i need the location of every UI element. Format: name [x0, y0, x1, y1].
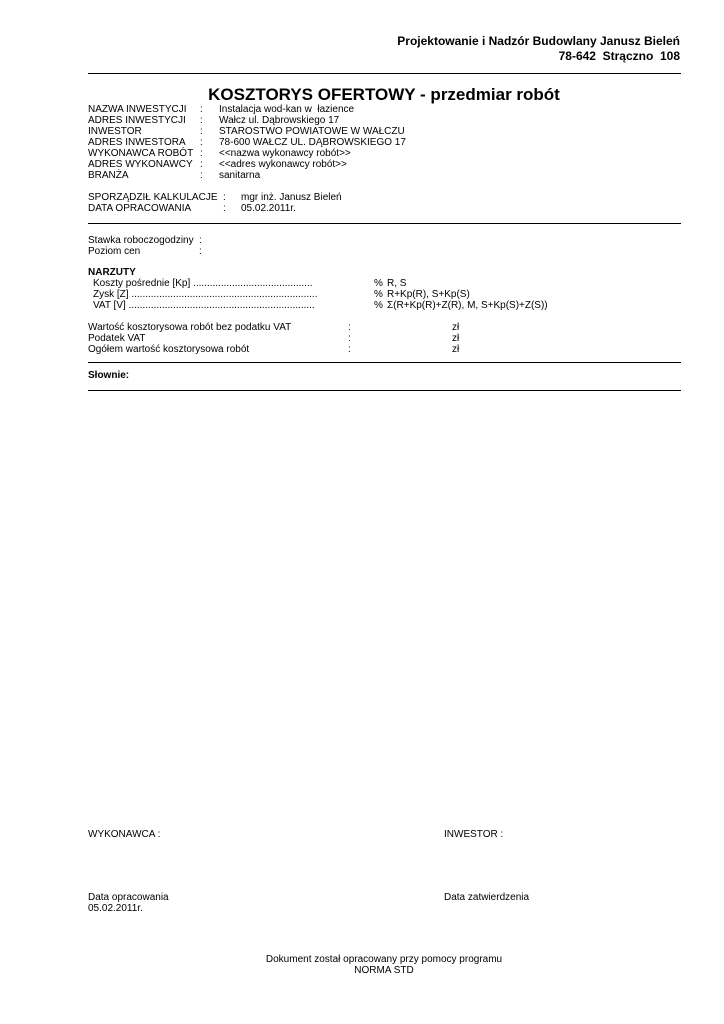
info-colon: : [200, 126, 203, 137]
rate-label: Stawka roboczogodziny [88, 235, 194, 246]
info-value: Instalacja wod-kan w łazience [219, 104, 355, 115]
value-currency: zł [452, 322, 460, 333]
in-words-label: Słownie: [88, 370, 130, 381]
value-label: Podatek VAT [88, 333, 146, 344]
value-colon: : [348, 333, 351, 344]
value-label: Ogółem wartość kosztorysowa robót [88, 344, 250, 355]
prep-date-value: 05.02.2011r. [88, 903, 143, 914]
surcharges-heading: NARZUTY [88, 267, 136, 278]
info-colon: : [200, 159, 203, 170]
prepared-colon: : [223, 192, 226, 203]
rate-label: Poziom cen [88, 246, 141, 257]
value-colon: : [348, 322, 351, 333]
info-value: <<nazwa wykonawcy robót>> [219, 148, 351, 159]
prep-date-label: Data opracowania [88, 892, 169, 903]
info-value: Wałcz ul. Dąbrowskiego 17 [219, 115, 340, 126]
section-divider [88, 362, 681, 363]
value-label: Wartość kosztorysowa robót bez podatku VAT [88, 322, 292, 333]
value-currency: zł [452, 344, 460, 355]
prepared-value: mgr inż. Janusz Bieleń [241, 192, 342, 203]
info-label: WYKONAWCA ROBÓT [88, 148, 194, 159]
company-address: 78-642 Strączno 108 [558, 49, 680, 63]
info-colon: : [200, 104, 203, 115]
info-colon: : [200, 170, 203, 181]
prepared-label: DATA OPRACOWANIA [88, 203, 192, 214]
info-label: INWESTOR [88, 126, 142, 137]
info-colon: : [200, 148, 203, 159]
info-label: BRANŻA [88, 170, 129, 181]
info-colon: : [200, 115, 203, 126]
document-title: KOSZTORYS OFERTOWY - przedmiar robót [208, 85, 560, 104]
surcharge-label: Zysk [Z] ................................................................... [93, 289, 318, 300]
company-name: Projektowanie i Nadzór Budowlany Janusz Bieleń [397, 34, 680, 48]
info-label: ADRES INWESTYCJI [88, 115, 186, 126]
surcharge-basis: Σ(R+Kp(R)+Z(R), M, S+Kp(S)+Z(S)) [387, 300, 548, 311]
info-label: ADRES WYKONAWCY [88, 159, 193, 170]
info-label: ADRES INWESTORA [88, 137, 186, 148]
rate-colon: : [199, 246, 202, 257]
value-colon: : [348, 344, 351, 355]
rate-colon: : [199, 235, 202, 246]
surcharge-unit: % [374, 300, 383, 311]
section-divider [88, 390, 681, 391]
approval-date-label: Data zatwierdzenia [444, 892, 530, 903]
info-value: 78-600 WAŁCZ UL. DĄBROWSKIEGO 17 [219, 137, 406, 148]
info-label: NAZWA INWESTYCJI [88, 104, 187, 115]
investor-label: INWESTOR : [444, 829, 504, 840]
surcharge-unit: % [374, 278, 383, 289]
surcharge-label: VAT [V] ................................................................... [93, 300, 315, 311]
surcharge-basis: R+Kp(R), S+Kp(S) [387, 289, 470, 300]
info-colon: : [200, 137, 203, 148]
info-value: STAROSTWO POWIATOWE W WAŁCZU [219, 126, 405, 137]
surcharge-label: Koszty pośrednie [Kp] ........................................... [93, 278, 313, 289]
surcharge-basis: R, S [387, 278, 407, 289]
prepared-colon: : [223, 203, 226, 214]
info-value: <<adres wykonawcy robót>> [219, 159, 347, 170]
contractor-label: WYKONAWCA : [88, 829, 161, 840]
footer-note: Dokument został opracowany przy pomocy programu [265, 954, 503, 965]
prepared-value: 05.02.2011r. [241, 203, 296, 214]
value-currency: zł [452, 333, 460, 344]
header-divider [88, 73, 681, 74]
prepared-label: SPORZĄDZIŁ KALKULACJE [88, 192, 218, 203]
footer-program: NORMA STD [354, 965, 414, 976]
surcharge-unit: % [374, 289, 383, 300]
section-divider [88, 223, 681, 224]
info-value: sanitarna [219, 170, 261, 181]
